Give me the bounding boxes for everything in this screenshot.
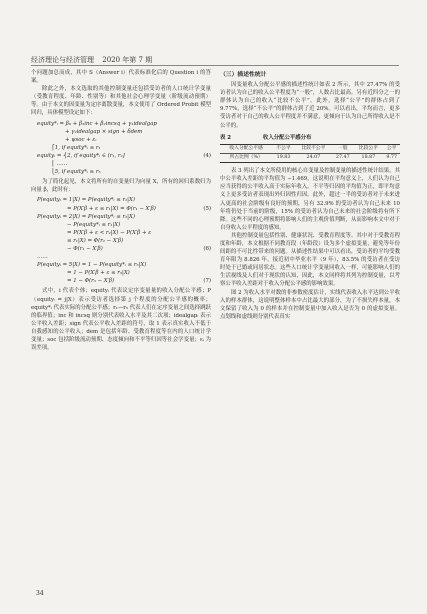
right-paragraph-1: 因变量收入分配公平感的描述性统计如表 2 所示，其中 27.47% 的受访者认为自己的收入公平程度为“一般”，人数占比最高。另有近四分之一的群体认为自己的收入“比较不公平”。此外，选择“公平”的群体占到了 9.77%，选择“不公平”的群体占到了近 20%。可以看出，平均而言，更多受访者对于自己的收入公平程度并不满意，更倾向于认为自己所得收入是不公平的。 bbox=[220, 82, 400, 129]
equation-line: P(equityᵢ = 2|X) = P(equity*ᵢ ≤ r₂|X) bbox=[37, 213, 135, 220]
right-column bbox=[220, 69, 400, 321]
table-caption bbox=[220, 134, 400, 142]
equation-line: equity*ᵢ = β₀ + β₁inc + β₂incsq + γ₁idealgap bbox=[37, 120, 157, 127]
equation-line: ⎪ …… bbox=[37, 161, 68, 168]
table-header-row bbox=[220, 144, 400, 153]
left-paragraph-2: 除此之外，本文选取的其他控制变量还包括受访者的人口统计学变量（受教育程度、年龄、性别等）和其他社会心理学变量（阶级流动预期）等。由于本文的因变量为定序离散变量，本文使用了 Ordered Probit 模型回归，具体模型设定如下： bbox=[31, 86, 211, 117]
equation-line: + γ₂idealgap × sign + δdem bbox=[65, 128, 143, 135]
equation-ellipsis: …… bbox=[37, 254, 48, 261]
table-cell: 9.77 bbox=[383, 153, 400, 162]
table-label: 表 2 bbox=[220, 134, 232, 141]
table-cell: 19.83 bbox=[272, 153, 294, 162]
equation-5-6 bbox=[37, 196, 211, 285]
table-header-cell: 一般 bbox=[332, 144, 353, 153]
right-paragraph-3: 其他控制变量包括性别、健康状况、受教育程度等。其中对于受教育程度和年龄，本文根据不同教育段（年龄段）设为多个虚拟变量，避免等年份间距的不可比性带来的问题。从描述性结果中可以看出，受访者的平均受教育年限为 8.826 年，接近初中毕业水平（9 年），83.5% 的受访者在受访时处于已婚或同居状态。这些人口统计学变量同收入一样，可能影响人们的生活视线及人们对于现状的认知，因此，本文同样将其列为控制变量，以考察公平收入差距对于收入分配公平感的影响效果。 bbox=[220, 232, 400, 288]
equation-line: P(equityᵢ = 5|X) = 1 − P(equity*ᵢ ≤ r₅|X) bbox=[37, 262, 147, 269]
equation-text: = P(X′β + ε ≤ r₁|X) = Φ(r₁ − X′β) bbox=[67, 205, 156, 212]
equation-text: equityᵢ = ⎨2, if equity*ᵢ ∈ (r₁, r₂] bbox=[37, 152, 125, 159]
issue-label: 2020 年第 7 期 bbox=[102, 56, 153, 64]
equation-line: = P(X′β + ε < r₂|X) − P(X′β + ε bbox=[67, 229, 152, 236]
equation-number: (6) bbox=[203, 245, 211, 252]
equation-line: = 1 − P(X′β + ε ≤ r₅|X) bbox=[67, 270, 130, 277]
equation-number: (7) bbox=[203, 278, 211, 285]
table-row-label: 所占比例（%） bbox=[220, 153, 272, 162]
page-number: 34 bbox=[36, 590, 44, 597]
left-paragraph-4: 式中，i 代表个体；equityᵢ 代表议定序变量量的收入分配公平感；P（equityᵢ = j|X）表示受访者选择第 j 个程度的分配公平感的概率；equity*ᵢ 代表实际的分配公平感；r₁—r₅ 代表人们在定序变量之间选择跳跃的临界值；inc 和 incsq 则分别代表收入水平及其二次项；idealgapᵢ 表示公平收入差距；sign 代表公平收入差距的符号，取 1 表示真实收入不低于自我感知的公平收入；dem 是包括年龄、受教育程度等在内的人口统计学变量；soc 包括阶级流动预期、态度倾向和不平等归因等社会学变量；εᵢ 为误差项。 bbox=[31, 288, 211, 352]
right-paragraph-2: 表 3 列出了本文所使用的核心自变量及控制变量的描述性统计结果。其中公平收入差距的平均值为 −1.469，这说明在平均意义上，人们认为自己应当获得的公平收入高于实际年收入。不平等归因的平均值为正，即平均意义上更多受访者表现出外归因性归因。此外，超过一半的受访者对于未来进入更高的社会阶级有良好的预期，另有 32.9% 的受访者认为自己未来 10 年将仍处于当前的阶级，15% 的受访者认为自己未来的社会阶级将有所下降。这些不同的心理预期将影响人们的主观价值判断，从而影响本文中对于自身收入公平程度的感知。 bbox=[220, 168, 400, 231]
equation-4 bbox=[37, 120, 211, 177]
table-title: 收入分配公平感分布 bbox=[262, 134, 312, 141]
equation-line bbox=[37, 152, 211, 160]
table-cell: 27.47 bbox=[332, 153, 353, 162]
equation-line bbox=[37, 277, 211, 285]
section-heading: （三）描述性统计 bbox=[220, 72, 267, 78]
table-cell: 18.87 bbox=[353, 153, 383, 162]
equation-number: (5) bbox=[203, 205, 211, 212]
distribution-table bbox=[220, 144, 400, 163]
equation-line bbox=[37, 205, 211, 213]
table-header-cell: 公平 bbox=[383, 144, 400, 153]
equation-line: ⎩5, if equity*ᵢ ≥ r₅ bbox=[37, 169, 101, 176]
left-column bbox=[31, 69, 211, 352]
table-header-cell: 比较不公平 bbox=[295, 144, 332, 153]
left-paragraph-1: 个问题加总而成，其中 S（Answer i）代表标准化后的 Question i 的答案。 bbox=[31, 70, 211, 85]
table-header-cell: 收入分配公平感 bbox=[220, 144, 272, 153]
equation-line: ≤ r₁|X) = Φ(r₂ − X′β) bbox=[67, 237, 124, 244]
running-header bbox=[31, 55, 399, 66]
equation-line: + ψsoc + εᵢ bbox=[65, 136, 97, 143]
table-header-cell: 不公平 bbox=[272, 144, 294, 153]
table-header-cell: 比较公平 bbox=[353, 144, 383, 153]
equation-line bbox=[37, 245, 211, 253]
equation-number: (4) bbox=[203, 152, 211, 159]
left-paragraph-3: 为了简化起见，本文将所有的自变量归为向量 X，所有的回归系数归为向量 β，此时有： bbox=[31, 179, 211, 194]
equation-text: − Φ(r₁ − X′β) bbox=[67, 245, 103, 252]
table-row bbox=[220, 153, 400, 162]
equation-text: = 1 − Φ(r₅ − X′β) bbox=[67, 278, 115, 285]
equation-line: P(equityᵢ = 1|X) = P(equity*ᵢ ≤ r₁|X) bbox=[37, 197, 135, 204]
journal-name: 经济理论与经济管理 bbox=[31, 56, 94, 64]
table-cell: 24.07 bbox=[295, 153, 332, 162]
right-paragraph-4: 图 2 为收入水平对数的非参数密度估计，实线代表收入水平达到公平收入的样本群体，这说明整体样本中占比最大的部分，为了不损失样本量，本文保留了收入为 0 的样本并在控制变量中加入收入是否为 0 的虚拟变量。点划线和虚线则分别代表真实 bbox=[220, 289, 400, 320]
equation-line: − P(equity*ᵢ ≤ r₁|X) bbox=[67, 221, 121, 228]
equation-line: ⎧1, if equity*ᵢ ≤ r₁ bbox=[37, 144, 101, 151]
